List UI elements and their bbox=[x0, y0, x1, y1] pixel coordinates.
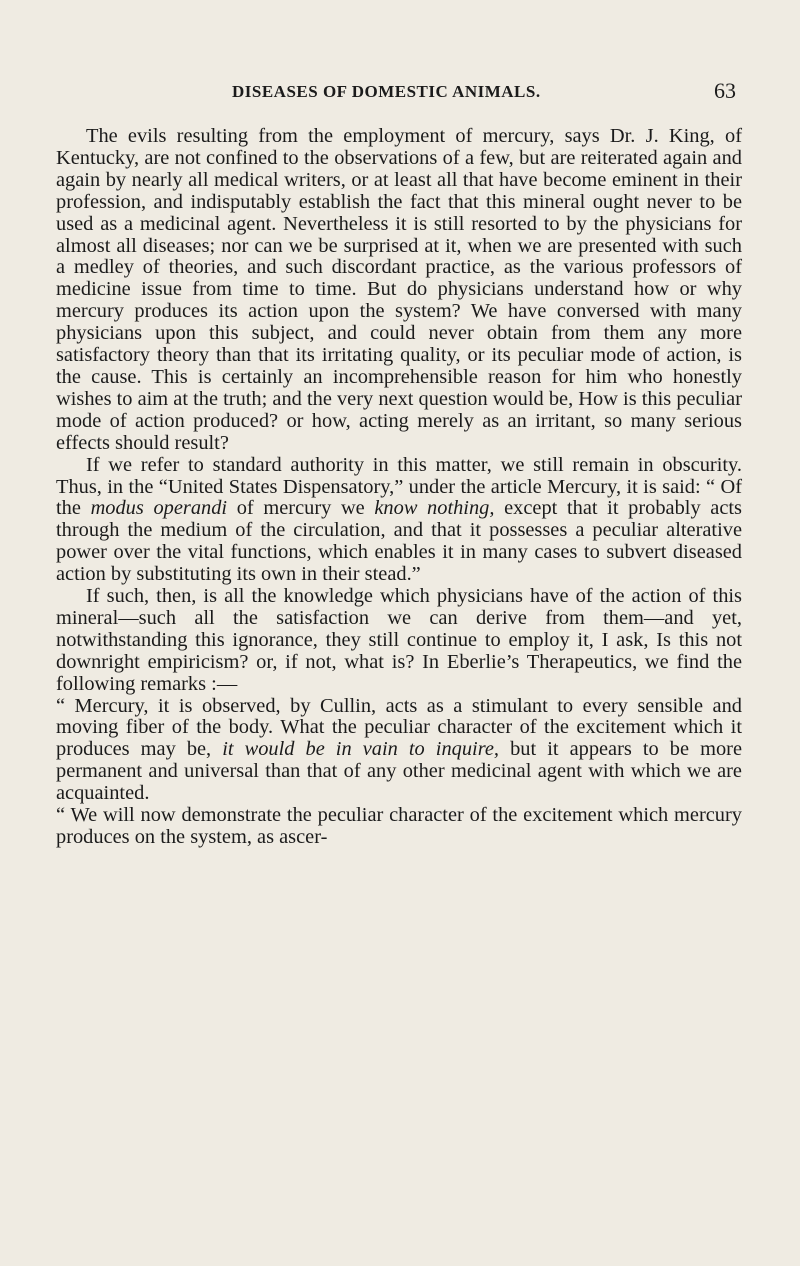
paragraph-2 bbox=[56, 455, 742, 586]
paragraph-2-text-c: except that it probably acts through the medium of the circulation, and that it possesses a peculiar alterative power over the vital functions, which enables it in many cases to subvert diseased action by substituting its own in their stead.” bbox=[56, 497, 742, 586]
paragraph-2-text-a: If we refer to standard authority in this matter, we still remain in obscurity. Thus, in the “United States Dispensatory,” under the article Mercury, it is said: “ Of the bbox=[56, 453, 742, 520]
paragraph-4 bbox=[56, 696, 742, 806]
paragraph-5: “ We will now demonstrate the peculiar character of the excitement which mercury produces on the system, as ascer- bbox=[56, 804, 742, 848]
page-header bbox=[0, 78, 800, 112]
page-number: 63 bbox=[714, 78, 736, 103]
paragraph-4-text-a: “ Mercury, it is observed, by Cullin, acts as a stimulant to every sensible and moving fiber of the body. What the peculiar character of the excitement which it produces may be, bbox=[56, 694, 742, 761]
italic-vain-inquire: it would be in vain to inquire, bbox=[222, 738, 500, 761]
italic-know-nothing: know nothing, bbox=[374, 497, 495, 520]
paragraph-4-text-b: but it appears to be more permanent and universal than that of any other medicinal agent with which we are acquainted. bbox=[56, 738, 742, 805]
body-text bbox=[56, 126, 742, 849]
running-head: DISEASES OF DOMESTIC ANIMALS. bbox=[232, 82, 541, 101]
paragraph-2-text-b: of mercury we bbox=[227, 497, 375, 520]
paragraph-3: If such, then, is all the knowledge which physicians have of the action of this mineral—such all the satisfaction we can derive from them—and yet, notwithstanding this ignorance, they still continue to employ it, I ask, Is this not downright empiricism? or, if not, what is? In Eberlie’s Therapeutics, we find the following remarks :— bbox=[56, 585, 742, 695]
italic-modus-operandi: modus operandi bbox=[90, 497, 228, 520]
paragraph-1: The evils resulting from the employment of mercury, says Dr. J. King, of Kentucky, are not confined to the observations of a few, but are reiterated again and again by nearly all medical writers, or at least all that have become eminent in their profession, and indisputably establish the fact that this mineral ought never to be used as a medicinal agent. Nevertheless it is still resorted to by the physicians for almost all diseases; nor can we be surprised at it, when we are presented with such a medley of theories, and such discordant practice, as the various professors of medicine issue from time to time. But do physicians understand how or why mercury produces its action upon the system? We have conversed with many physicians upon this subject, and could never obtain from them any more satisfactory theory than that its irritating quality, or its peculiar mode of action, is the cause. This is certainly an incomprehensible reason for him who honestly wishes to aim at the truth; and the very next question would be, How is this peculiar mode of action produced? or how, acting merely as an irritant, so many serious effects should result? bbox=[56, 125, 742, 454]
